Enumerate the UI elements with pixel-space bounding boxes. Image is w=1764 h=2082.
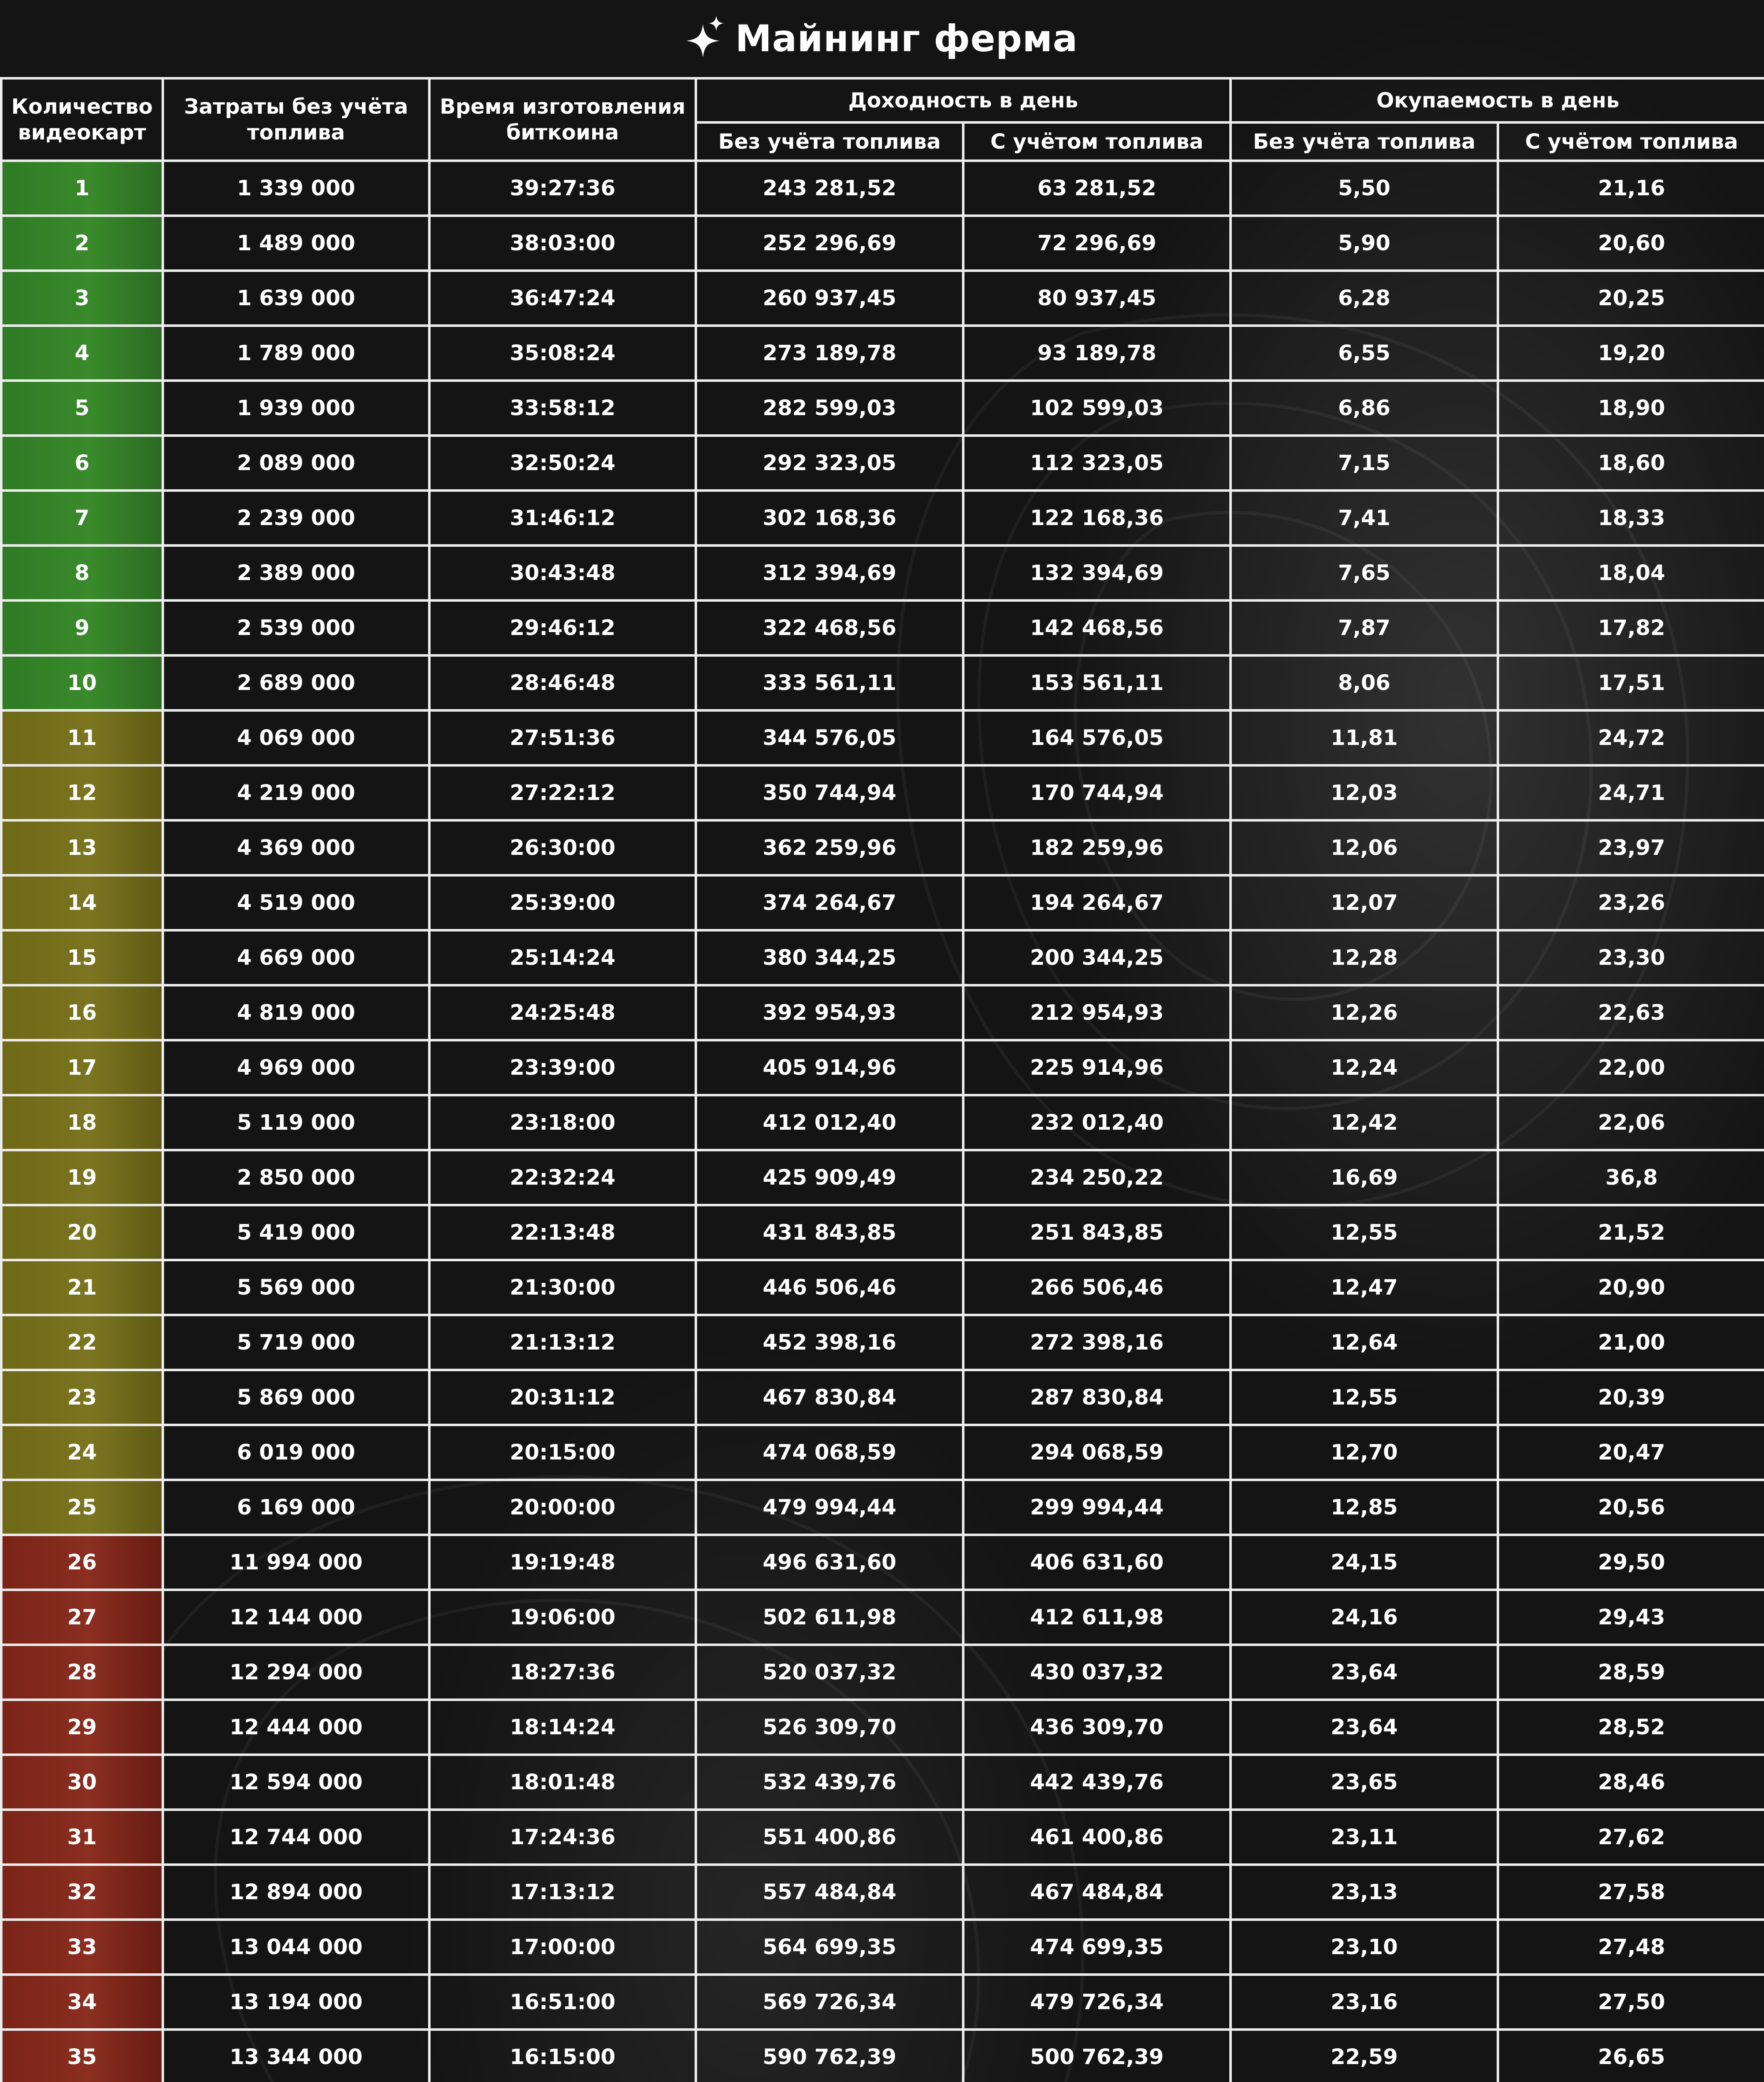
cost-cell: 4 819 000	[163, 985, 429, 1040]
payback-fuel-cell: 23,97	[1498, 820, 1764, 875]
cost-cell: 6 169 000	[163, 1480, 429, 1535]
count-cell: 6	[1, 436, 163, 491]
time-cell: 21:30:00	[429, 1260, 696, 1315]
time-cell: 17:13:12	[429, 1865, 696, 1920]
cost-cell: 4 369 000	[163, 820, 429, 875]
income-fuel-cell: 467 484,84	[963, 1865, 1231, 1920]
payback-no-fuel-cell: 22,59	[1231, 2030, 1498, 2082]
cost-cell: 12 444 000	[163, 1700, 429, 1755]
cost-cell: 1 639 000	[163, 271, 429, 326]
income-fuel-cell: 142 468,56	[963, 600, 1231, 655]
header-time: Время изготовления биткоина	[429, 78, 696, 161]
time-cell: 18:27:36	[429, 1645, 696, 1700]
income-fuel-cell: 112 323,05	[963, 436, 1231, 491]
count-cell: 5	[1, 381, 163, 436]
income-no-fuel-cell: 322 468,56	[696, 600, 963, 655]
income-no-fuel-cell: 564 699,35	[696, 1920, 963, 1975]
table-row	[1, 216, 1764, 271]
header-payback-fuel: С учётом топлива	[1498, 122, 1764, 161]
payback-no-fuel-cell: 23,65	[1231, 1755, 1498, 1810]
table-row	[1, 436, 1764, 491]
header-income-fuel: С учётом топлива	[963, 122, 1231, 161]
income-no-fuel-cell: 312 394,69	[696, 545, 963, 600]
cost-cell: 2 239 000	[163, 491, 429, 545]
income-no-fuel-cell: 431 843,85	[696, 1205, 963, 1260]
income-fuel-cell: 170 744,94	[963, 765, 1231, 820]
table-row	[1, 1645, 1764, 1700]
table-row	[1, 1370, 1764, 1425]
time-cell: 20:00:00	[429, 1480, 696, 1535]
payback-no-fuel-cell: 12,42	[1231, 1095, 1498, 1150]
time-cell: 31:46:12	[429, 491, 696, 545]
income-fuel-cell: 72 296,69	[963, 216, 1231, 271]
income-no-fuel-cell: 551 400,86	[696, 1810, 963, 1865]
count-cell: 30	[1, 1755, 163, 1810]
count-cell: 28	[1, 1645, 163, 1700]
time-cell: 30:43:48	[429, 545, 696, 600]
count-cell: 9	[1, 600, 163, 655]
payback-fuel-cell: 27,48	[1498, 1920, 1764, 1975]
header-count: Количество видеокарт	[1, 78, 163, 161]
time-cell: 24:25:48	[429, 985, 696, 1040]
payback-no-fuel-cell: 12,47	[1231, 1260, 1498, 1315]
table-row	[1, 875, 1764, 930]
time-cell: 20:31:12	[429, 1370, 696, 1425]
cost-cell: 5 419 000	[163, 1205, 429, 1260]
payback-no-fuel-cell: 12,55	[1231, 1205, 1498, 1260]
payback-no-fuel-cell: 24,15	[1231, 1535, 1498, 1590]
payback-no-fuel-cell: 23,11	[1231, 1810, 1498, 1865]
table-row	[1, 1425, 1764, 1480]
count-cell: 8	[1, 545, 163, 600]
payback-fuel-cell: 28,52	[1498, 1700, 1764, 1755]
cost-cell: 4 969 000	[163, 1040, 429, 1095]
count-cell: 14	[1, 875, 163, 930]
income-fuel-cell: 266 506,46	[963, 1260, 1231, 1315]
income-fuel-cell: 272 398,16	[963, 1315, 1231, 1370]
time-cell: 28:46:48	[429, 655, 696, 710]
table-row	[1, 765, 1764, 820]
cost-cell: 5 119 000	[163, 1095, 429, 1150]
payback-no-fuel-cell: 12,06	[1231, 820, 1498, 875]
payback-no-fuel-cell: 23,10	[1231, 1920, 1498, 1975]
count-cell: 18	[1, 1095, 163, 1150]
table-row	[1, 1755, 1764, 1810]
payback-no-fuel-cell: 7,65	[1231, 545, 1498, 600]
payback-fuel-cell: 23,26	[1498, 875, 1764, 930]
table-row	[1, 930, 1764, 985]
payback-fuel-cell: 21,16	[1498, 161, 1764, 216]
header-payback-group: Окупаемость в день	[1231, 78, 1764, 122]
income-no-fuel-cell: 243 281,52	[696, 161, 963, 216]
payback-no-fuel-cell: 23,64	[1231, 1645, 1498, 1700]
time-cell: 25:39:00	[429, 875, 696, 930]
income-no-fuel-cell: 302 168,36	[696, 491, 963, 545]
table-row	[1, 2030, 1764, 2082]
cost-cell: 2 389 000	[163, 545, 429, 600]
count-cell: 24	[1, 1425, 163, 1480]
income-no-fuel-cell: 282 599,03	[696, 381, 963, 436]
income-no-fuel-cell: 344 576,05	[696, 710, 963, 765]
table-row	[1, 1040, 1764, 1095]
time-cell: 33:58:12	[429, 381, 696, 436]
table-body	[1, 161, 1764, 2082]
income-no-fuel-cell: 252 296,69	[696, 216, 963, 271]
cost-cell: 1 339 000	[163, 161, 429, 216]
header-cost: Затраты без учёта топлива	[163, 78, 429, 161]
payback-no-fuel-cell: 12,70	[1231, 1425, 1498, 1480]
count-cell: 2	[1, 216, 163, 271]
count-cell: 15	[1, 930, 163, 985]
payback-no-fuel-cell: 6,28	[1231, 271, 1498, 326]
income-fuel-cell: 500 762,39	[963, 2030, 1231, 2082]
payback-fuel-cell: 24,72	[1498, 710, 1764, 765]
mining-table	[0, 77, 1764, 2082]
income-fuel-cell: 406 631,60	[963, 1535, 1231, 1590]
time-cell: 27:22:12	[429, 765, 696, 820]
payback-fuel-cell: 29,50	[1498, 1535, 1764, 1590]
income-fuel-cell: 474 699,35	[963, 1920, 1231, 1975]
income-fuel-cell: 412 611,98	[963, 1590, 1231, 1645]
payback-fuel-cell: 23,30	[1498, 930, 1764, 985]
payback-fuel-cell: 27,50	[1498, 1975, 1764, 2030]
table-row	[1, 1865, 1764, 1920]
payback-fuel-cell: 20,39	[1498, 1370, 1764, 1425]
payback-no-fuel-cell: 12,64	[1231, 1315, 1498, 1370]
table-row	[1, 820, 1764, 875]
cost-cell: 5 719 000	[163, 1315, 429, 1370]
table-row	[1, 1480, 1764, 1535]
table-row	[1, 545, 1764, 600]
income-no-fuel-cell: 496 631,60	[696, 1535, 963, 1590]
payback-fuel-cell: 19,20	[1498, 326, 1764, 381]
count-cell: 35	[1, 2030, 163, 2082]
payback-no-fuel-cell: 24,16	[1231, 1590, 1498, 1645]
payback-no-fuel-cell: 12,55	[1231, 1370, 1498, 1425]
cost-cell: 2 539 000	[163, 600, 429, 655]
count-cell: 20	[1, 1205, 163, 1260]
table-row	[1, 271, 1764, 326]
payback-no-fuel-cell: 6,86	[1231, 381, 1498, 436]
cost-cell: 1 939 000	[163, 381, 429, 436]
count-cell: 26	[1, 1535, 163, 1590]
income-no-fuel-cell: 333 561,11	[696, 655, 963, 710]
payback-no-fuel-cell: 12,07	[1231, 875, 1498, 930]
cost-cell: 5 569 000	[163, 1260, 429, 1315]
table-row	[1, 1920, 1764, 1975]
cost-cell: 12 594 000	[163, 1755, 429, 1810]
payback-no-fuel-cell: 23,64	[1231, 1700, 1498, 1755]
payback-fuel-cell: 17,51	[1498, 655, 1764, 710]
time-cell: 38:03:00	[429, 216, 696, 271]
payback-no-fuel-cell: 23,16	[1231, 1975, 1498, 2030]
payback-no-fuel-cell: 7,15	[1231, 436, 1498, 491]
income-fuel-cell: 212 954,93	[963, 985, 1231, 1040]
time-cell: 18:14:24	[429, 1700, 696, 1755]
payback-no-fuel-cell: 7,87	[1231, 600, 1498, 655]
table-row	[1, 1315, 1764, 1370]
count-cell: 33	[1, 1920, 163, 1975]
cost-cell: 2 089 000	[163, 436, 429, 491]
income-no-fuel-cell: 479 994,44	[696, 1480, 963, 1535]
income-no-fuel-cell: 532 439,76	[696, 1755, 963, 1810]
income-fuel-cell: 63 281,52	[963, 161, 1231, 216]
count-cell: 7	[1, 491, 163, 545]
time-cell: 22:13:48	[429, 1205, 696, 1260]
table-row	[1, 161, 1764, 216]
income-no-fuel-cell: 526 309,70	[696, 1700, 963, 1755]
payback-fuel-cell: 27,62	[1498, 1810, 1764, 1865]
time-cell: 32:50:24	[429, 436, 696, 491]
income-fuel-cell: 93 189,78	[963, 326, 1231, 381]
payback-no-fuel-cell: 11,81	[1231, 710, 1498, 765]
time-cell: 23:39:00	[429, 1040, 696, 1095]
time-cell: 23:18:00	[429, 1095, 696, 1150]
cost-cell: 13 344 000	[163, 2030, 429, 2082]
income-no-fuel-cell: 374 264,67	[696, 875, 963, 930]
income-fuel-cell: 234 250,22	[963, 1150, 1231, 1205]
payback-no-fuel-cell: 12,24	[1231, 1040, 1498, 1095]
table-row	[1, 1205, 1764, 1260]
payback-fuel-cell: 22,06	[1498, 1095, 1764, 1150]
time-cell: 39:27:36	[429, 161, 696, 216]
payback-fuel-cell: 20,90	[1498, 1260, 1764, 1315]
cost-cell: 4 669 000	[163, 930, 429, 985]
count-cell: 17	[1, 1040, 163, 1095]
table-row	[1, 1260, 1764, 1315]
time-cell: 25:14:24	[429, 930, 696, 985]
count-cell: 13	[1, 820, 163, 875]
payback-fuel-cell: 20,60	[1498, 216, 1764, 271]
table-row	[1, 1590, 1764, 1645]
header-payback-no-fuel: Без учёта топлива	[1231, 122, 1498, 161]
table-row	[1, 1095, 1764, 1150]
title-bar	[0, 0, 1764, 77]
header-income-group: Доходность в день	[696, 78, 1231, 122]
income-fuel-cell: 436 309,70	[963, 1700, 1231, 1755]
income-fuel-cell: 299 994,44	[963, 1480, 1231, 1535]
time-cell: 18:01:48	[429, 1755, 696, 1810]
income-no-fuel-cell: 474 068,59	[696, 1425, 963, 1480]
payback-no-fuel-cell: 6,55	[1231, 326, 1498, 381]
table-row	[1, 381, 1764, 436]
payback-fuel-cell: 18,04	[1498, 545, 1764, 600]
payback-fuel-cell: 20,47	[1498, 1425, 1764, 1480]
payback-no-fuel-cell: 12,26	[1231, 985, 1498, 1040]
income-fuel-cell: 153 561,11	[963, 655, 1231, 710]
income-no-fuel-cell: 502 611,98	[696, 1590, 963, 1645]
table-row	[1, 985, 1764, 1040]
payback-fuel-cell: 22,63	[1498, 985, 1764, 1040]
income-no-fuel-cell: 520 037,32	[696, 1645, 963, 1700]
income-fuel-cell: 430 037,32	[963, 1645, 1231, 1700]
payback-fuel-cell: 21,00	[1498, 1315, 1764, 1370]
table-row	[1, 600, 1764, 655]
count-cell: 23	[1, 1370, 163, 1425]
income-no-fuel-cell: 446 506,46	[696, 1260, 963, 1315]
payback-fuel-cell: 20,25	[1498, 271, 1764, 326]
count-cell: 4	[1, 326, 163, 381]
time-cell: 19:06:00	[429, 1590, 696, 1645]
income-no-fuel-cell: 590 762,39	[696, 2030, 963, 2082]
cost-cell: 12 744 000	[163, 1810, 429, 1865]
payback-fuel-cell: 26,65	[1498, 2030, 1764, 2082]
cost-cell: 13 044 000	[163, 1920, 429, 1975]
cost-cell: 5 869 000	[163, 1370, 429, 1425]
cost-cell: 4 069 000	[163, 710, 429, 765]
income-fuel-cell: 80 937,45	[963, 271, 1231, 326]
payback-fuel-cell: 22,00	[1498, 1040, 1764, 1095]
time-cell: 22:32:24	[429, 1150, 696, 1205]
table-row	[1, 1700, 1764, 1755]
payback-no-fuel-cell: 12,85	[1231, 1480, 1498, 1535]
income-fuel-cell: 164 576,05	[963, 710, 1231, 765]
time-cell: 16:15:00	[429, 2030, 696, 2082]
time-cell: 17:00:00	[429, 1920, 696, 1975]
payback-fuel-cell: 20,56	[1498, 1480, 1764, 1535]
payback-no-fuel-cell: 16,69	[1231, 1150, 1498, 1205]
count-cell: 27	[1, 1590, 163, 1645]
table-row	[1, 1810, 1764, 1865]
income-no-fuel-cell: 569 726,34	[696, 1975, 963, 2030]
income-fuel-cell: 461 400,86	[963, 1810, 1231, 1865]
time-cell: 27:51:36	[429, 710, 696, 765]
payback-fuel-cell: 18,90	[1498, 381, 1764, 436]
count-cell: 11	[1, 710, 163, 765]
cost-cell: 4 519 000	[163, 875, 429, 930]
income-no-fuel-cell: 405 914,96	[696, 1040, 963, 1095]
table-row	[1, 655, 1764, 710]
count-cell: 3	[1, 271, 163, 326]
payback-fuel-cell: 18,60	[1498, 436, 1764, 491]
income-fuel-cell: 194 264,67	[963, 875, 1231, 930]
time-cell: 16:51:00	[429, 1975, 696, 2030]
count-cell: 12	[1, 765, 163, 820]
count-cell: 1	[1, 161, 163, 216]
payback-fuel-cell: 36,8	[1498, 1150, 1764, 1205]
cost-cell: 11 994 000	[163, 1535, 429, 1590]
table-row	[1, 1150, 1764, 1205]
time-cell: 17:24:36	[429, 1810, 696, 1865]
income-fuel-cell: 200 344,25	[963, 930, 1231, 985]
cost-cell: 1 489 000	[163, 216, 429, 271]
payback-no-fuel-cell: 12,28	[1231, 930, 1498, 985]
income-no-fuel-cell: 425 909,49	[696, 1150, 963, 1205]
income-fuel-cell: 225 914,96	[963, 1040, 1231, 1095]
count-cell: 16	[1, 985, 163, 1040]
time-cell: 19:19:48	[429, 1535, 696, 1590]
table-row	[1, 491, 1764, 545]
payback-fuel-cell: 29,43	[1498, 1590, 1764, 1645]
income-no-fuel-cell: 392 954,93	[696, 985, 963, 1040]
time-cell: 36:47:24	[429, 271, 696, 326]
time-cell: 26:30:00	[429, 820, 696, 875]
cost-cell: 4 219 000	[163, 765, 429, 820]
time-cell: 29:46:12	[429, 600, 696, 655]
cost-cell: 12 894 000	[163, 1865, 429, 1920]
table-row	[1, 1535, 1764, 1590]
count-cell: 10	[1, 655, 163, 710]
payback-fuel-cell: 24,71	[1498, 765, 1764, 820]
payback-no-fuel-cell: 23,13	[1231, 1865, 1498, 1920]
payback-no-fuel-cell: 5,50	[1231, 161, 1498, 216]
count-cell: 32	[1, 1865, 163, 1920]
income-no-fuel-cell: 362 259,96	[696, 820, 963, 875]
time-cell: 20:15:00	[429, 1425, 696, 1480]
cost-cell: 13 194 000	[163, 1975, 429, 2030]
income-no-fuel-cell: 260 937,45	[696, 271, 963, 326]
table-row	[1, 710, 1764, 765]
payback-no-fuel-cell: 12,03	[1231, 765, 1498, 820]
payback-fuel-cell: 27,58	[1498, 1865, 1764, 1920]
sparkle-icon	[686, 16, 725, 62]
payback-fuel-cell: 18,33	[1498, 491, 1764, 545]
count-cell: 29	[1, 1700, 163, 1755]
income-no-fuel-cell: 273 189,78	[696, 326, 963, 381]
count-cell: 31	[1, 1810, 163, 1865]
header-income-no-fuel: Без учёта топлива	[696, 122, 963, 161]
income-fuel-cell: 294 068,59	[963, 1425, 1231, 1480]
cost-cell: 2 850 000	[163, 1150, 429, 1205]
table-row	[1, 1975, 1764, 2030]
count-cell: 21	[1, 1260, 163, 1315]
income-no-fuel-cell: 292 323,05	[696, 436, 963, 491]
count-cell: 22	[1, 1315, 163, 1370]
cost-cell: 6 019 000	[163, 1425, 429, 1480]
payback-fuel-cell: 21,52	[1498, 1205, 1764, 1260]
table-row	[1, 326, 1764, 381]
cost-cell: 2 689 000	[163, 655, 429, 710]
payback-no-fuel-cell: 5,90	[1231, 216, 1498, 271]
income-no-fuel-cell: 467 830,84	[696, 1370, 963, 1425]
income-no-fuel-cell: 380 344,25	[696, 930, 963, 985]
time-cell: 21:13:12	[429, 1315, 696, 1370]
income-fuel-cell: 251 843,85	[963, 1205, 1231, 1260]
income-no-fuel-cell: 452 398,16	[696, 1315, 963, 1370]
income-fuel-cell: 442 439,76	[963, 1755, 1231, 1810]
count-cell: 19	[1, 1150, 163, 1205]
income-no-fuel-cell: 350 744,94	[696, 765, 963, 820]
page-title: Майнинг ферма	[735, 17, 1078, 60]
income-fuel-cell: 132 394,69	[963, 545, 1231, 600]
income-no-fuel-cell: 557 484,84	[696, 1865, 963, 1920]
count-cell: 34	[1, 1975, 163, 2030]
income-fuel-cell: 232 012,40	[963, 1095, 1231, 1150]
payback-fuel-cell: 28,59	[1498, 1645, 1764, 1700]
income-fuel-cell: 287 830,84	[963, 1370, 1231, 1425]
payback-no-fuel-cell: 8,06	[1231, 655, 1498, 710]
payback-fuel-cell: 17,82	[1498, 600, 1764, 655]
cost-cell: 1 789 000	[163, 326, 429, 381]
count-cell: 25	[1, 1480, 163, 1535]
cost-cell: 12 144 000	[163, 1590, 429, 1645]
income-fuel-cell: 479 726,34	[963, 1975, 1231, 2030]
income-fuel-cell: 102 599,03	[963, 381, 1231, 436]
income-fuel-cell: 122 168,36	[963, 491, 1231, 545]
income-fuel-cell: 182 259,96	[963, 820, 1231, 875]
payback-no-fuel-cell: 7,41	[1231, 491, 1498, 545]
income-no-fuel-cell: 412 012,40	[696, 1095, 963, 1150]
time-cell: 35:08:24	[429, 326, 696, 381]
payback-fuel-cell: 28,46	[1498, 1755, 1764, 1810]
cost-cell: 12 294 000	[163, 1645, 429, 1700]
